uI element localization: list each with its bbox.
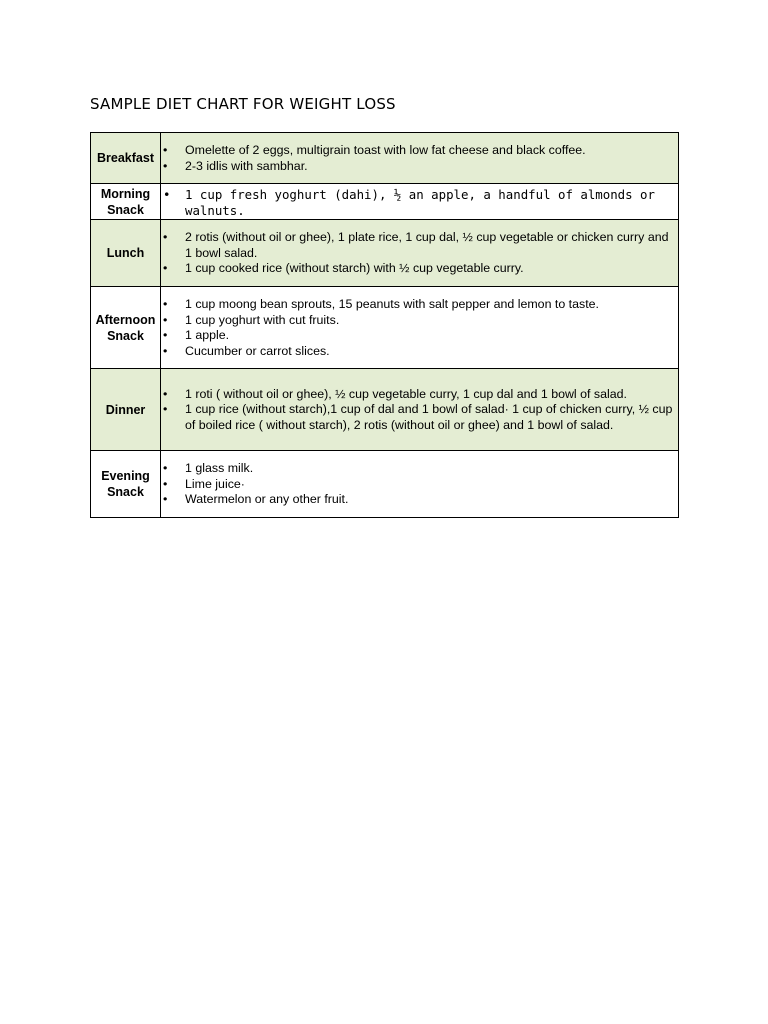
- meal-label: Breakfast: [91, 133, 161, 184]
- food-list: [161, 297, 678, 359]
- list-item: • 2-3 idlis with sambhar.: [161, 159, 678, 175]
- food-list: [161, 143, 678, 174]
- list-item: • 1 cup rice (without starch),1 cup of dal and 1 bowl of salad· 1 cup of chicken curry, ½ cup of boiled rice ( without starch), 2 rotis (without oil or ghee) and 1 bowl of salad.: [161, 402, 678, 433]
- table-row-afternoon-snack: [91, 287, 679, 369]
- meal-items-cell: [161, 287, 679, 369]
- document-title: SAMPLE DIET CHART FOR WEIGHT LOSS: [90, 95, 396, 113]
- table-row-dinner: [91, 369, 679, 451]
- list-item: • Watermelon or any other fruit.: [161, 492, 678, 508]
- list-item: • Omelette of 2 eggs, multigrain toast with low fat cheese and black coffee.: [161, 143, 678, 159]
- meal-items-cell: [161, 369, 679, 451]
- list-item: • 1 cup yoghurt with cut fruits.: [161, 313, 678, 329]
- food-list: [161, 187, 678, 218]
- food-list: [161, 461, 678, 508]
- list-item: • 1 cup moong bean sprouts, 15 peanuts with salt pepper and lemon to taste.: [161, 297, 678, 313]
- table-row-lunch: [91, 220, 679, 287]
- meal-items-cell: [161, 184, 679, 220]
- food-list: [161, 387, 678, 434]
- meal-label: Lunch: [91, 220, 161, 287]
- list-item: • Lime juice·: [161, 477, 678, 493]
- list-item: • 1 apple.: [161, 328, 678, 344]
- meal-label: Morning Snack: [91, 184, 161, 220]
- meal-items-cell: [161, 220, 679, 287]
- list-item: • 1 cup cooked rice (without starch) with ½ cup vegetable curry.: [161, 261, 678, 277]
- list-item: • Cucumber or carrot slices.: [161, 344, 678, 360]
- list-item: • 1 roti ( without oil or ghee), ½ cup vegetable curry, 1 cup dal and 1 bowl of salad.: [161, 387, 678, 403]
- diet-chart-table: [90, 132, 679, 518]
- meal-label: Evening Snack: [91, 451, 161, 518]
- table-row-breakfast: [91, 133, 679, 184]
- table-row-morning-snack: [91, 184, 679, 220]
- list-item: • 2 rotis (without oil or ghee), 1 plate rice, 1 cup dal, ½ cup vegetable or chicken curry and 1 bowl salad.: [161, 230, 678, 261]
- meal-label: Afternoon Snack: [91, 287, 161, 369]
- list-item: • 1 cup fresh yoghurt (dahi), ½ an apple, a handful of almonds or walnuts.: [161, 187, 678, 218]
- table-row-evening-snack: [91, 451, 679, 518]
- meal-label: Dinner: [91, 369, 161, 451]
- list-item: • 1 glass milk.: [161, 461, 678, 477]
- meal-items-cell: [161, 133, 679, 184]
- meal-items-cell: [161, 451, 679, 518]
- food-list: [161, 230, 678, 277]
